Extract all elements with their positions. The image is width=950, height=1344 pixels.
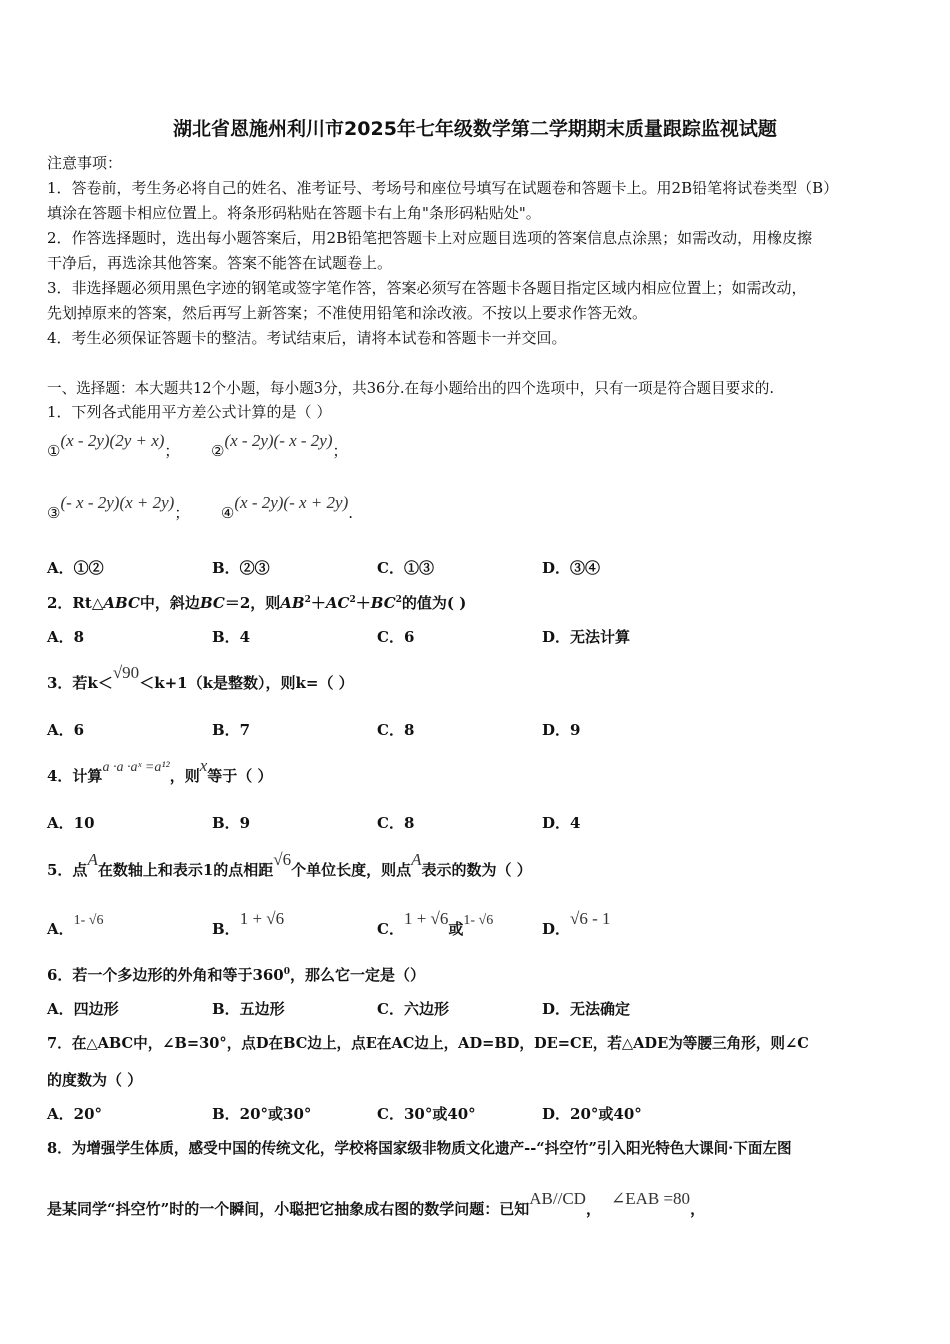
q1-option-b[interactable]: B．②③ — [212, 559, 270, 577]
q6-tail: ，那么它一定是（） — [290, 966, 426, 984]
q2-plus: ＋ — [355, 594, 371, 612]
q1-items-row2 — [47, 493, 354, 523]
q8-line2 — [47, 1189, 706, 1219]
q2-bc2: BC — [370, 594, 396, 612]
q1-option-d[interactable]: D．③④ — [542, 559, 601, 577]
q2-stem — [47, 592, 466, 613]
q5-option-expr: 1 + √6 — [403, 909, 449, 928]
q2-option-b[interactable]: B．4 — [212, 628, 251, 646]
q4-x: x — [199, 756, 208, 775]
q3-option-a[interactable]: A．6 — [47, 721, 85, 739]
notice-line: 填涂在答题卡相应位置上。将条形码粘贴在答题卡右上角"条形码粘贴处"。 — [47, 204, 541, 222]
q4-text-b: ，则 — [169, 767, 200, 785]
q8-line1: 8．为增强学生体质，感受中国的传统文化，学校将国家级非物质文化遗产--“抖空竹”引入阳光特色大课间·下面左图 — [47, 1140, 792, 1157]
q5-point-a: A — [87, 850, 98, 869]
page-title: 湖北省恩施州利川市2025年七年级数学第二学期期末质量跟踪监视试题 — [173, 118, 777, 140]
q2-sup: 2 — [304, 595, 311, 605]
q2-prefix: 2．Rt△ — [47, 594, 104, 612]
q5-text-b: 在数轴上和表示1的点相距 — [97, 861, 274, 879]
q1-item-label: ④ — [220, 504, 235, 522]
q8-comma: ， — [690, 1200, 706, 1218]
q4-text-a: 4．计算 — [47, 767, 103, 785]
q7-option-c[interactable]: C．30°或40° — [377, 1105, 476, 1123]
q2-plus: ＋ — [310, 594, 326, 612]
section-heading: 一、选择题：本大题共12个小题，每小题3分，共36分.在每小题给出的四个选项中，只有一项是符合题目要求的. — [47, 380, 775, 397]
q4-text-c: 等于（ ） — [207, 767, 273, 785]
q2-sup: 2 — [349, 595, 356, 605]
q5-text-d: 表示的数为（ ） — [421, 861, 532, 879]
q4-option-c[interactable]: C．8 — [377, 814, 415, 832]
q6-option-b[interactable]: B．五边形 — [212, 1000, 285, 1018]
q5-option-expr: 1 + √6 — [239, 909, 285, 928]
q7-option-d[interactable]: D．20°或40° — [542, 1105, 642, 1123]
q1-item-sep: ； — [164, 442, 180, 460]
q6-option-a[interactable]: A．四边形 — [47, 1000, 119, 1018]
q8-expr2: ∠EAB =80 — [610, 1189, 691, 1208]
notice-line: 先划掉原来的答案，然后再写上新答案；不准使用铅笔和涂改液。不按以上要求作答无效。 — [47, 304, 648, 322]
q2-option-c[interactable]: C．6 — [377, 628, 415, 646]
q3-text-b: ＜k+1（k是整数），则k=（ ） — [139, 674, 354, 692]
q1-stem: 1．下列各式能用平方差公式计算的是（ ） — [47, 403, 332, 421]
q4-option-d[interactable]: D．4 — [542, 814, 581, 832]
q4-option-a[interactable]: A．10 — [47, 814, 95, 832]
q1-item-expr: (x - 2y)(- x + 2y) — [234, 493, 349, 512]
q4-stem — [47, 756, 273, 786]
q7-option-b[interactable]: B．20°或30° — [212, 1105, 312, 1123]
q5-option-label: C． — [377, 920, 404, 938]
notice-line: 3．非选择题必须用黑色字迹的钢笔或签字笔作答，答案必须写在答题卡各题目指定区域内相应位置上；如需改动， — [47, 279, 807, 297]
notice-line: 2．作答选择题时，选出每小题答案后，用2B铅笔把答题卡上对应题目选项的答案信息点涂黑；如需改动，用橡皮擦 — [47, 229, 813, 247]
q1-item-sep: ； — [174, 504, 190, 522]
q5-option-label: D． — [542, 920, 571, 938]
notice-line: 4．考生必须保证答题卡的整洁。考试结束后，请将本试卷和答题卡一并交回。 — [47, 329, 567, 347]
q1-items-row1 — [47, 431, 348, 461]
q5-text-c: 个单位长度，则点 — [291, 861, 412, 879]
q5-text-a: 5．点 — [47, 861, 88, 879]
q1-option-a[interactable]: A．①② — [47, 559, 104, 577]
q6-text: 6．若一个多边形的外角和等于360 — [47, 966, 284, 984]
q8-text: 是某同学“抖空竹”时的一个瞬间，小聪把它抽象成右图的数学问题：已知 — [47, 1200, 530, 1218]
q7-line2: 的度数为（ ） — [47, 1071, 143, 1089]
q1-item-expr: (- x - 2y)(x + 2y) — [60, 493, 175, 512]
q2-eq: ＝2，则 — [224, 594, 281, 612]
q5-option-or: 或 — [448, 920, 464, 938]
q1-item-sep: ； — [332, 442, 348, 460]
q7-line1: 7．在△ABC中，∠B=30°，点D在BC边上，点E在AC边上，AD=BD，DE=CE，若△ADE为等腰三角形，则∠C — [47, 1035, 809, 1052]
notice-line: 干净后，再选涂其他答案。答案不能答在试题卷上。 — [47, 254, 393, 272]
notice-line: 1．答卷前，考生务必将自己的姓名、准考证号、考场号和座位号填写在试题卷和答题卡上。用2B铅笔将试卷类型（B） — [47, 179, 839, 197]
q5-sqrt: √6 — [273, 850, 292, 869]
q2-bc: BC — [199, 594, 225, 612]
q5-option-label: A． — [47, 920, 74, 938]
q1-item-label: ② — [211, 442, 225, 460]
q2-ab: AB — [280, 594, 305, 612]
q6-option-d[interactable]: D．无法确定 — [542, 1000, 631, 1018]
q5-option-expr: 1- √6 — [73, 913, 104, 928]
q5-option-d[interactable] — [542, 909, 611, 939]
q5-stem — [47, 850, 532, 880]
q1-option-c[interactable]: C．①③ — [377, 559, 434, 577]
q8-expr1: AB//CD — [529, 1189, 586, 1208]
q7-option-a[interactable]: A．20° — [47, 1105, 103, 1123]
q5-option-expr: 1- √6 — [463, 913, 494, 928]
notice-heading: 注意事项： — [47, 154, 123, 172]
q2-triangle: ABC — [103, 594, 140, 612]
q6-stem — [47, 964, 425, 985]
q1-item-label: ① — [47, 442, 61, 460]
q1-item-expr: (x - 2y)(2y + x) — [60, 431, 165, 450]
q3-stem — [47, 663, 354, 693]
q2-sup: 2 — [395, 595, 402, 605]
q2-ac: AC — [325, 594, 350, 612]
q5-option-expr: √6 - 1 — [570, 909, 611, 928]
q3-sqrt: √90 — [112, 663, 140, 682]
q5-option-a[interactable] — [47, 913, 104, 939]
q5-point-a: A — [411, 850, 422, 869]
q6-sup: 0 — [283, 967, 291, 977]
q2-mid: 中，斜边 — [139, 594, 200, 612]
q6-option-c[interactable]: C．六边形 — [377, 1000, 449, 1018]
q5-option-label: B． — [212, 920, 240, 938]
q3-option-c[interactable]: C．8 — [377, 721, 415, 739]
q3-text-a: 3．若k＜ — [47, 674, 113, 692]
q1-item-label: ③ — [47, 504, 61, 522]
q1-item-expr: (x - 2y)(- x - 2y) — [224, 431, 333, 450]
q5-option-c[interactable] — [377, 909, 494, 939]
q8-comma: ， — [585, 1200, 601, 1218]
q3-option-b[interactable]: B．7 — [212, 721, 251, 739]
q2-option-d[interactable]: D．无法计算 — [542, 628, 631, 646]
q2-suffix: 的值为( ) — [401, 594, 467, 612]
q5-option-b[interactable] — [212, 909, 285, 939]
q4-option-b[interactable]: B．9 — [212, 814, 251, 832]
q1-item-sep: . — [348, 504, 354, 522]
q2-option-a[interactable]: A．8 — [47, 628, 85, 646]
q3-option-d[interactable]: D．9 — [542, 721, 581, 739]
q4-expr: a ·a ·aˣ =a¹² — [102, 760, 170, 775]
